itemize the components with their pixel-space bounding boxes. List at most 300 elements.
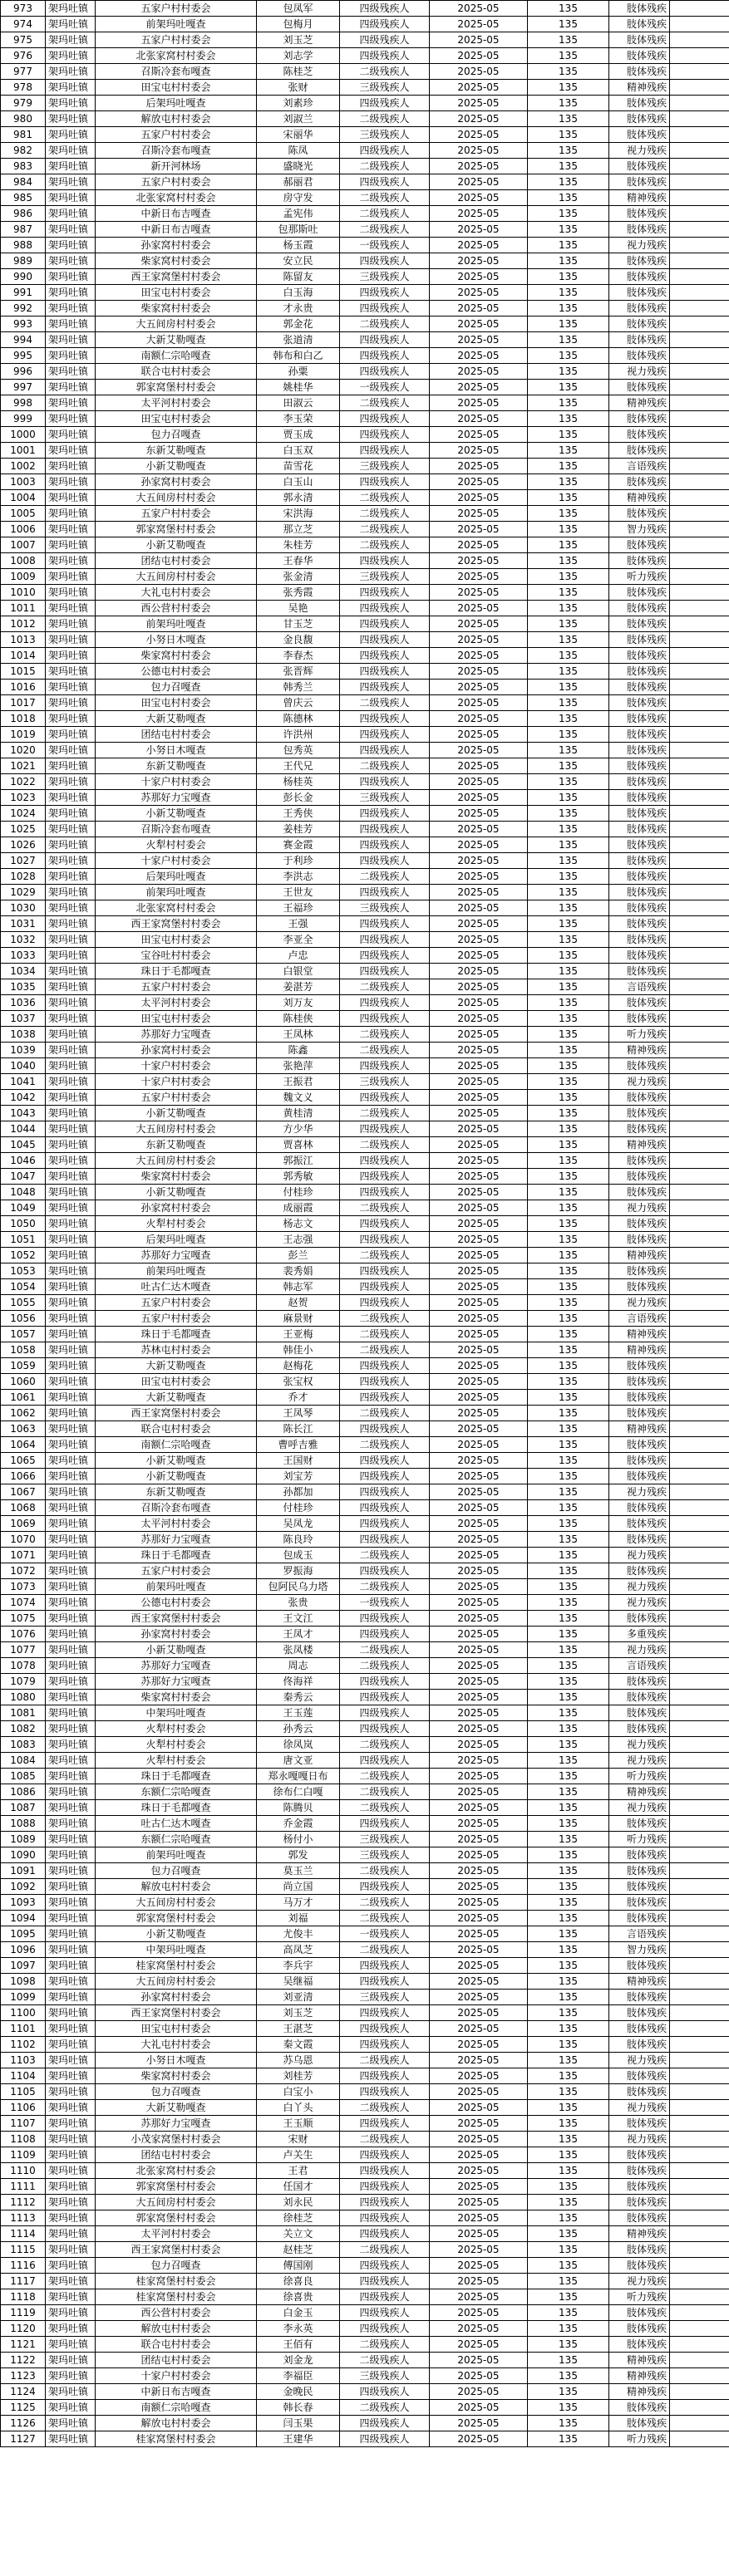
disability-type-cell: 肢体残疾	[609, 1879, 670, 1895]
township-cell: 架玛吐镇	[46, 790, 96, 806]
disability-type-cell: 肢体残疾	[609, 869, 670, 885]
township-cell: 架玛吐镇	[46, 1074, 96, 1090]
empty-cell	[670, 238, 729, 253]
row-number-cell: 981	[1, 127, 46, 143]
disability-level-cell: 二级残疾人	[340, 395, 430, 411]
township-cell: 架玛吐镇	[46, 648, 96, 664]
table-row	[1, 159, 729, 174]
table-row	[1, 96, 729, 111]
table-row	[1, 1500, 729, 1516]
issue-month-cell: 2025-05	[430, 727, 528, 743]
disability-level-cell: 二级残疾人	[340, 1406, 430, 1421]
empty-cell	[670, 332, 729, 348]
table-row	[1, 1548, 729, 1563]
subsidy-amount-cell: 135	[528, 1911, 609, 1926]
person-name-cell: 杨桂英	[257, 774, 340, 790]
disability-level-cell: 二级残疾人	[340, 1642, 430, 1658]
row-number-cell: 976	[1, 48, 46, 64]
empty-cell	[670, 2132, 729, 2147]
person-name-cell: 王志强	[257, 1232, 340, 1248]
issue-month-cell: 2025-05	[430, 427, 528, 443]
person-name-cell: 陈腾贝	[257, 1800, 340, 1816]
table-row	[1, 1169, 729, 1185]
issue-month-cell: 2025-05	[430, 1342, 528, 1358]
table-row	[1, 1200, 729, 1216]
disability-level-cell: 四级残疾人	[340, 1627, 430, 1642]
village-cell: 包力召嘎查	[96, 680, 257, 695]
person-name-cell: 包梅月	[257, 17, 340, 32]
person-name-cell: 刘福	[257, 1911, 340, 1926]
person-name-cell: 乔金霞	[257, 1816, 340, 1832]
disability-level-cell: 四级残疾人	[340, 143, 430, 159]
village-cell: 小新艾勒嘎查	[96, 1926, 257, 1942]
disability-type-cell: 智力残疾	[609, 1942, 670, 1958]
row-number-cell: 1104	[1, 2068, 46, 2084]
empty-cell	[670, 1769, 729, 1784]
disability-type-cell: 听力残疾	[609, 2289, 670, 2305]
subsidy-amount-cell: 135	[528, 380, 609, 395]
disability-type-cell: 肢体残疾	[609, 1232, 670, 1248]
village-cell: 召斯冷套布嘎查	[96, 822, 257, 837]
township-cell: 架玛吐镇	[46, 395, 96, 411]
empty-cell	[670, 2037, 729, 2053]
township-cell: 架玛吐镇	[46, 2195, 96, 2210]
empty-cell	[670, 2147, 729, 2163]
row-number-cell: 1029	[1, 885, 46, 900]
person-name-cell: 赛金霞	[257, 837, 340, 853]
row-number-cell: 992	[1, 301, 46, 316]
empty-cell	[670, 1705, 729, 1721]
disability-level-cell: 四级残疾人	[340, 2226, 430, 2242]
disability-level-cell: 四级残疾人	[340, 948, 430, 964]
township-cell: 架玛吐镇	[46, 364, 96, 380]
township-cell: 架玛吐镇	[46, 2242, 96, 2258]
village-cell: 珠日于毛都嘎查	[96, 964, 257, 979]
person-name-cell: 刘玉芝	[257, 2005, 340, 2021]
table-row	[1, 964, 729, 979]
disability-type-cell: 肢体残疾	[609, 885, 670, 900]
village-cell: 召斯冷套布嘎查	[96, 143, 257, 159]
issue-month-cell: 2025-05	[430, 348, 528, 364]
table-row	[1, 1058, 729, 1074]
subsidy-amount-cell: 135	[528, 1027, 609, 1043]
empty-cell	[670, 1563, 729, 1579]
village-cell: 大礼屯村村委会	[96, 2037, 257, 2053]
row-number-cell: 1071	[1, 1548, 46, 1563]
disability-type-cell: 肢体残疾	[609, 1895, 670, 1911]
village-cell: 南额仁宗哈嘎查	[96, 2400, 257, 2416]
issue-month-cell: 2025-05	[430, 1800, 528, 1816]
issue-month-cell: 2025-05	[430, 1895, 528, 1911]
issue-month-cell: 2025-05	[430, 964, 528, 979]
issue-month-cell: 2025-05	[430, 174, 528, 190]
disability-type-cell: 肢体残疾	[609, 916, 670, 932]
disability-type-cell: 肢体残疾	[609, 2305, 670, 2321]
township-cell: 架玛吐镇	[46, 1705, 96, 1721]
township-cell: 架玛吐镇	[46, 1106, 96, 1121]
village-cell: 联合屯村村委会	[96, 1421, 257, 1437]
row-number-cell: 1011	[1, 601, 46, 616]
village-cell: 小新艾勒嘎查	[96, 1469, 257, 1484]
empty-cell	[670, 1453, 729, 1469]
table-row	[1, 1279, 729, 1295]
subsidy-amount-cell: 135	[528, 1627, 609, 1642]
disability-level-cell: 二级残疾人	[340, 1800, 430, 1816]
subsidy-amount-cell: 135	[528, 569, 609, 585]
township-cell: 架玛吐镇	[46, 537, 96, 553]
village-cell: 北张家窝村村委会	[96, 2163, 257, 2179]
subsidy-amount-cell: 135	[528, 2132, 609, 2147]
township-cell: 架玛吐镇	[46, 206, 96, 222]
row-number-cell: 1015	[1, 664, 46, 680]
disability-type-cell: 肢体残疾	[609, 1453, 670, 1469]
disability-type-cell: 视力残疾	[609, 2274, 670, 2289]
empty-cell	[670, 537, 729, 553]
township-cell: 架玛吐镇	[46, 459, 96, 474]
township-cell: 架玛吐镇	[46, 1958, 96, 1974]
subsidy-amount-cell: 135	[528, 1974, 609, 1990]
empty-cell	[670, 1437, 729, 1453]
disability-type-cell: 肢体残疾	[609, 174, 670, 190]
township-cell: 架玛吐镇	[46, 1863, 96, 1879]
disability-level-cell: 四级残疾人	[340, 1232, 430, 1248]
disability-level-cell: 二级残疾人	[340, 490, 430, 506]
issue-month-cell: 2025-05	[430, 1974, 528, 1990]
township-cell: 架玛吐镇	[46, 1737, 96, 1753]
issue-month-cell: 2025-05	[430, 285, 528, 301]
township-cell: 架玛吐镇	[46, 948, 96, 964]
table-row	[1, 1611, 729, 1627]
person-name-cell: 徐凤岚	[257, 1737, 340, 1753]
row-number-cell: 1063	[1, 1421, 46, 1437]
row-number-cell: 1056	[1, 1311, 46, 1327]
village-cell: 火犁村村委会	[96, 837, 257, 853]
row-number-cell: 1037	[1, 1011, 46, 1027]
person-name-cell: 姜湛芳	[257, 979, 340, 995]
issue-month-cell: 2025-05	[430, 1200, 528, 1216]
person-name-cell: 赵贺	[257, 1295, 340, 1311]
person-name-cell: 贾喜林	[257, 1137, 340, 1153]
table-row	[1, 916, 729, 932]
disability-level-cell: 四级残疾人	[340, 601, 430, 616]
table-row	[1, 2195, 729, 2210]
person-name-cell: 刘淑兰	[257, 111, 340, 127]
township-cell: 架玛吐镇	[46, 443, 96, 459]
disability-type-cell: 言语残疾	[609, 1926, 670, 1942]
empty-cell	[670, 159, 729, 174]
row-number-cell: 1106	[1, 2100, 46, 2116]
table-row	[1, 1516, 729, 1532]
disability-level-cell: 四级残疾人	[340, 1279, 430, 1295]
table-row	[1, 1074, 729, 1090]
person-name-cell: 贾玉成	[257, 427, 340, 443]
table-row	[1, 17, 729, 32]
row-number-cell: 973	[1, 1, 46, 17]
disability-type-cell: 肢体残疾	[609, 1011, 670, 1027]
disability-level-cell: 二级残疾人	[340, 869, 430, 885]
township-cell: 架玛吐镇	[46, 506, 96, 522]
disability-level-cell: 四级残疾人	[340, 885, 430, 900]
person-name-cell: 张宝权	[257, 1374, 340, 1390]
disability-level-cell: 四级残疾人	[340, 1721, 430, 1737]
subsidy-amount-cell: 135	[528, 1690, 609, 1705]
row-number-cell: 1027	[1, 853, 46, 869]
village-cell: 五家户村村委会	[96, 979, 257, 995]
township-cell: 架玛吐镇	[46, 900, 96, 916]
disability-type-cell: 视力残疾	[609, 1642, 670, 1658]
disability-level-cell: 三级残疾人	[340, 900, 430, 916]
disability-type-cell: 肢体残疾	[609, 1153, 670, 1169]
empty-cell	[670, 1121, 729, 1137]
empty-cell	[670, 1074, 729, 1090]
empty-cell	[670, 853, 729, 869]
subsidy-amount-cell: 135	[528, 2037, 609, 2053]
issue-month-cell: 2025-05	[430, 711, 528, 727]
disability-level-cell: 三级残疾人	[340, 1074, 430, 1090]
row-number-cell: 1099	[1, 1990, 46, 2005]
table-row	[1, 301, 729, 316]
township-cell: 架玛吐镇	[46, 427, 96, 443]
subsidy-amount-cell: 135	[528, 1737, 609, 1753]
person-name-cell: 张贵	[257, 1595, 340, 1611]
disability-level-cell: 二级残疾人	[340, 1200, 430, 1216]
village-cell: 苏那好力宝嘎查	[96, 790, 257, 806]
village-cell: 小茂家窝堡村村委会	[96, 2132, 257, 2147]
village-cell: 大礼屯村村委会	[96, 585, 257, 601]
person-name-cell: 秦秀云	[257, 1690, 340, 1705]
table-row	[1, 1106, 729, 1121]
disability-type-cell: 肢体残疾	[609, 806, 670, 822]
disability-level-cell: 四级残疾人	[340, 2258, 430, 2274]
issue-month-cell: 2025-05	[430, 522, 528, 537]
disability-level-cell: 二级残疾人	[340, 1863, 430, 1879]
row-number-cell: 1110	[1, 2163, 46, 2179]
empty-cell	[670, 1532, 729, 1548]
township-cell: 架玛吐镇	[46, 2384, 96, 2400]
person-name-cell: 付桂珍	[257, 1500, 340, 1516]
disability-level-cell: 四级残疾人	[340, 743, 430, 758]
disability-level-cell: 三级残疾人	[340, 569, 430, 585]
row-number-cell: 1069	[1, 1516, 46, 1532]
township-cell: 架玛吐镇	[46, 1311, 96, 1327]
person-name-cell: 陈鑫	[257, 1043, 340, 1058]
subsidy-amount-cell: 135	[528, 822, 609, 837]
table-row	[1, 774, 729, 790]
subsidy-amount-cell: 135	[528, 1311, 609, 1327]
village-cell: 田宝屯村村委会	[96, 695, 257, 711]
subsidy-amount-cell: 135	[528, 1926, 609, 1942]
issue-month-cell: 2025-05	[430, 1942, 528, 1958]
empty-cell	[670, 1816, 729, 1832]
subsidy-amount-cell: 135	[528, 1421, 609, 1437]
issue-month-cell: 2025-05	[430, 774, 528, 790]
village-cell: 大五间房村村委会	[96, 2195, 257, 2210]
person-name-cell: 白宝小	[257, 2084, 340, 2100]
person-name-cell: 张金清	[257, 569, 340, 585]
row-number-cell: 1025	[1, 822, 46, 837]
subsidy-amount-cell: 135	[528, 616, 609, 632]
row-number-cell: 1096	[1, 1942, 46, 1958]
person-name-cell: 赵梅花	[257, 1358, 340, 1374]
table-row	[1, 190, 729, 206]
table-row	[1, 222, 729, 238]
table-row	[1, 2258, 729, 2274]
subsidy-amount-cell: 135	[528, 995, 609, 1011]
disability-level-cell: 四级残疾人	[340, 1958, 430, 1974]
disability-level-cell: 四级残疾人	[340, 1500, 430, 1516]
issue-month-cell: 2025-05	[430, 585, 528, 601]
subsidy-amount-cell: 135	[528, 2226, 609, 2242]
village-cell: 包力召嘎查	[96, 2258, 257, 2274]
subsidy-amount-cell: 135	[528, 1248, 609, 1263]
empty-cell	[670, 2005, 729, 2021]
village-cell: 大五间房村村委会	[96, 316, 257, 332]
empty-cell	[670, 1516, 729, 1532]
issue-month-cell: 2025-05	[430, 1737, 528, 1753]
village-cell: 大新艾勒嘎查	[96, 711, 257, 727]
table-row	[1, 758, 729, 774]
empty-cell	[670, 1327, 729, 1342]
issue-month-cell: 2025-05	[430, 553, 528, 569]
empty-cell	[670, 1658, 729, 1674]
disability-type-cell: 肢体残疾	[609, 2068, 670, 2084]
table-row	[1, 1832, 729, 1847]
disability-type-cell: 视力残疾	[609, 364, 670, 380]
subsidy-amount-cell: 135	[528, 174, 609, 190]
disability-type-cell: 肢体残疾	[609, 1437, 670, 1453]
subsidy-amount-cell: 135	[528, 111, 609, 127]
village-cell: 小新艾勒嘎查	[96, 1642, 257, 1658]
empty-cell	[670, 2368, 729, 2384]
subsidy-amount-cell: 135	[528, 2384, 609, 2400]
row-number-cell: 1082	[1, 1721, 46, 1737]
subsidy-amount-cell: 135	[528, 632, 609, 648]
disability-type-cell: 肢体残疾	[609, 2147, 670, 2163]
row-number-cell: 1112	[1, 2195, 46, 2210]
subsidy-amount-cell: 135	[528, 1200, 609, 1216]
person-name-cell: 韩长春	[257, 2400, 340, 2416]
row-number-cell: 1114	[1, 2226, 46, 2242]
issue-month-cell: 2025-05	[430, 80, 528, 96]
subsidy-amount-cell: 135	[528, 2305, 609, 2321]
subsidy-amount-cell: 135	[528, 869, 609, 885]
empty-cell	[670, 1248, 729, 1263]
disability-level-cell: 二级残疾人	[340, 2100, 430, 2116]
person-name-cell: 徐布仁白嘎	[257, 1784, 340, 1800]
empty-cell	[670, 1863, 729, 1879]
table-row	[1, 1784, 729, 1800]
row-number-cell: 1032	[1, 932, 46, 948]
disability-level-cell: 四级残疾人	[340, 853, 430, 869]
disability-level-cell: 四级残疾人	[340, 474, 430, 490]
subsidy-amount-cell: 135	[528, 1153, 609, 1169]
issue-month-cell: 2025-05	[430, 2068, 528, 2084]
township-cell: 架玛吐镇	[46, 711, 96, 727]
subsidy-amount-cell: 135	[528, 2242, 609, 2258]
disability-level-cell: 四级残疾人	[340, 2321, 430, 2337]
row-number-cell: 1033	[1, 948, 46, 964]
person-name-cell: 刘亚清	[257, 1990, 340, 2005]
row-number-cell: 1105	[1, 2084, 46, 2100]
village-cell: 柴家窝村村委会	[96, 253, 257, 269]
empty-cell	[670, 695, 729, 711]
issue-month-cell: 2025-05	[430, 2226, 528, 2242]
disability-level-cell: 四级残疾人	[340, 2431, 430, 2447]
issue-month-cell: 2025-05	[430, 2195, 528, 2210]
row-number-cell: 991	[1, 285, 46, 301]
table-row	[1, 1627, 729, 1642]
issue-month-cell: 2025-05	[430, 301, 528, 316]
table-row	[1, 2210, 729, 2226]
subsidy-amount-cell: 135	[528, 332, 609, 348]
township-cell: 架玛吐镇	[46, 2037, 96, 2053]
disability-level-cell: 二级残疾人	[340, 1911, 430, 1926]
subsidy-amount-cell: 135	[528, 664, 609, 680]
empty-cell	[670, 711, 729, 727]
township-cell: 架玛吐镇	[46, 159, 96, 174]
row-number-cell: 1013	[1, 632, 46, 648]
disability-type-cell: 肢体残疾	[609, 1611, 670, 1627]
township-cell: 架玛吐镇	[46, 1437, 96, 1453]
person-name-cell: 郭秀敏	[257, 1169, 340, 1185]
table-row	[1, 2053, 729, 2068]
empty-cell	[670, 2195, 729, 2210]
table-row	[1, 127, 729, 143]
person-name-cell: 包凤军	[257, 1, 340, 17]
township-cell: 架玛吐镇	[46, 2084, 96, 2100]
empty-cell	[670, 1374, 729, 1390]
subsidy-amount-cell: 135	[528, 979, 609, 995]
empty-cell	[670, 1627, 729, 1642]
disability-type-cell: 精神残疾	[609, 1784, 670, 1800]
empty-cell	[670, 948, 729, 964]
disability-type-cell: 智力残疾	[609, 522, 670, 537]
person-name-cell: 佟海祥	[257, 1674, 340, 1690]
table-row	[1, 822, 729, 837]
subsidy-amount-cell: 135	[528, 1232, 609, 1248]
township-cell: 架玛吐镇	[46, 253, 96, 269]
row-number-cell: 1078	[1, 1658, 46, 1674]
village-cell: 小新艾勒嘎查	[96, 537, 257, 553]
table-row	[1, 2321, 729, 2337]
township-cell: 架玛吐镇	[46, 1674, 96, 1690]
table-row	[1, 1011, 729, 1027]
disability-level-cell: 二级残疾人	[340, 2400, 430, 2416]
village-cell: 柴家窝村村委会	[96, 648, 257, 664]
row-number-cell: 1090	[1, 1847, 46, 1863]
disability-level-cell: 二级残疾人	[340, 1769, 430, 1784]
village-cell: 西王家窝堡村村委会	[96, 2242, 257, 2258]
township-cell: 架玛吐镇	[46, 64, 96, 80]
township-cell: 架玛吐镇	[46, 616, 96, 632]
village-cell: 前架玛吐嘎查	[96, 17, 257, 32]
person-name-cell: 李兵宇	[257, 1958, 340, 1974]
empty-cell	[670, 1421, 729, 1437]
village-cell: 五家户村村委会	[96, 1090, 257, 1106]
village-cell: 后架玛吐嘎查	[96, 1232, 257, 1248]
issue-month-cell: 2025-05	[430, 2053, 528, 2068]
disability-level-cell: 四级残疾人	[340, 2005, 430, 2021]
person-name-cell: 李洪志	[257, 869, 340, 885]
disability-level-cell: 二级残疾人	[340, 1327, 430, 1342]
disability-type-cell: 肢体残疾	[609, 269, 670, 285]
disability-type-cell: 肢体残疾	[609, 1516, 670, 1532]
row-number-cell: 1050	[1, 1216, 46, 1232]
subsidy-amount-cell: 135	[528, 2116, 609, 2132]
table-row	[1, 1769, 729, 1784]
township-cell: 架玛吐镇	[46, 1169, 96, 1185]
empty-cell	[670, 1674, 729, 1690]
